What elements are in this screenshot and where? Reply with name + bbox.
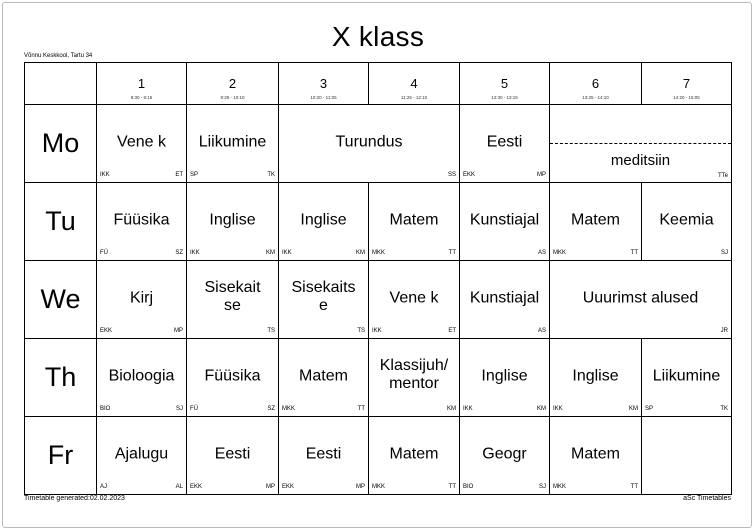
period-time: 14:20 - 15:05 bbox=[673, 95, 700, 100]
lesson-cell[interactable] bbox=[369, 261, 460, 339]
lesson-subject: Inglise bbox=[481, 367, 528, 385]
empty-lesson-cell[interactable] bbox=[642, 417, 732, 495]
lesson-teacher: KM bbox=[266, 250, 275, 256]
period-time: 10:20 - 11:05 bbox=[310, 95, 337, 100]
lesson-teacher: SZ bbox=[267, 406, 275, 412]
day-row-th bbox=[25, 339, 732, 417]
lesson-subject: Inglise bbox=[572, 367, 619, 385]
lesson-room: MKK bbox=[372, 250, 386, 256]
lesson-teacher: TS bbox=[357, 328, 365, 334]
lesson-cell[interactable] bbox=[550, 261, 732, 339]
lesson-teacher: MP bbox=[174, 328, 183, 334]
brand-label: aSc Timetables bbox=[683, 495, 731, 502]
lesson-cell[interactable] bbox=[279, 339, 369, 417]
lesson-room: IKK bbox=[282, 250, 292, 256]
lesson-cell[interactable] bbox=[279, 417, 369, 495]
period-header bbox=[97, 63, 187, 105]
lesson-room: SP bbox=[190, 172, 199, 178]
period-number: 4 bbox=[410, 76, 418, 91]
lesson-cell[interactable] bbox=[187, 183, 279, 261]
header-row bbox=[25, 63, 732, 105]
lesson-teacher: TT bbox=[357, 406, 365, 412]
lesson-teacher: MP bbox=[356, 484, 365, 490]
period-header bbox=[187, 63, 279, 105]
period-header bbox=[279, 63, 369, 105]
lesson-room: SP bbox=[645, 406, 654, 412]
lesson-room: IKK bbox=[463, 406, 473, 412]
lesson-subject: Matem bbox=[571, 445, 620, 463]
lesson-room: BIO bbox=[463, 484, 474, 490]
period-header bbox=[460, 63, 550, 105]
day-label: Tu bbox=[25, 183, 97, 261]
day-row-tu bbox=[25, 183, 732, 261]
lesson-room: MKK bbox=[282, 406, 296, 412]
lesson-subject: Vene k bbox=[389, 289, 439, 307]
lesson-cell[interactable] bbox=[550, 417, 642, 495]
lesson-subject: Sisekaitse bbox=[204, 278, 261, 314]
lesson-cell-split[interactable] bbox=[550, 105, 732, 183]
day-label: We bbox=[25, 261, 97, 339]
lesson-cell[interactable] bbox=[97, 105, 187, 183]
period-time: 12:30 - 13:15 bbox=[491, 95, 518, 100]
period-time: 11:25 - 12:10 bbox=[400, 95, 428, 100]
lesson-teacher: SJ bbox=[720, 250, 728, 256]
day-label: Mo bbox=[25, 105, 97, 183]
lesson-subject: Matem bbox=[389, 211, 439, 229]
period-number: 5 bbox=[500, 76, 509, 91]
lesson-cell[interactable] bbox=[460, 339, 550, 417]
day-row-we bbox=[25, 261, 732, 339]
lesson-room: BIO bbox=[100, 406, 111, 412]
lesson-room: EKK bbox=[190, 484, 203, 490]
period-number: 7 bbox=[682, 76, 691, 91]
lesson-subject: Matem bbox=[571, 211, 620, 229]
lesson-teacher: ET bbox=[175, 172, 183, 178]
lesson-subject: Inglise bbox=[209, 211, 256, 229]
period-time: 8:30 - 9:15 bbox=[130, 95, 153, 100]
lesson-cell[interactable] bbox=[642, 183, 732, 261]
lesson-subject: Vene k bbox=[117, 133, 166, 151]
lesson-subject: Klassijuh/ mentor bbox=[379, 356, 449, 392]
period-time: 13:25 - 14:10 bbox=[582, 95, 609, 100]
period-number: 2 bbox=[228, 76, 237, 91]
lesson-subject: Kunstiajal bbox=[469, 289, 540, 307]
lesson-subject: Eesti bbox=[305, 445, 342, 463]
lesson-teacher: TT bbox=[448, 484, 456, 490]
lesson-subject: Bioloogia bbox=[108, 367, 175, 385]
lesson-room: MKK bbox=[553, 250, 567, 256]
generated-date: Timetable generated:02.02.2023 bbox=[24, 495, 125, 502]
lesson-room: IKK bbox=[190, 250, 200, 256]
lesson-room: EKK bbox=[282, 484, 295, 490]
corner-cell bbox=[25, 63, 97, 105]
lesson-teacher: SZ bbox=[175, 250, 183, 256]
lesson-cell[interactable] bbox=[97, 339, 187, 417]
lesson-subject: Eesti bbox=[214, 445, 251, 463]
lesson-teacher: TS bbox=[267, 328, 275, 334]
lesson-cell[interactable] bbox=[187, 261, 279, 339]
lesson-cell[interactable] bbox=[642, 339, 732, 417]
lesson-cell[interactable] bbox=[97, 261, 187, 339]
group-lesson bbox=[550, 144, 731, 182]
timetable bbox=[24, 62, 732, 495]
period-number: 3 bbox=[319, 76, 328, 91]
lesson-room: FÜ bbox=[190, 406, 198, 412]
lesson-subject: Uuurimst alused bbox=[582, 289, 699, 307]
period-header bbox=[642, 63, 732, 105]
lesson-teacher: TTe bbox=[717, 173, 728, 179]
lesson-room: AJ bbox=[100, 484, 108, 490]
lesson-cell[interactable] bbox=[279, 261, 369, 339]
lesson-teacher: TT bbox=[630, 250, 638, 256]
lesson-teacher: SJ bbox=[175, 406, 183, 412]
lesson-subject: Matem bbox=[299, 367, 348, 385]
lesson-cell[interactable] bbox=[550, 339, 642, 417]
lesson-teacher: KM bbox=[356, 250, 365, 256]
lesson-subject: Liikumine bbox=[652, 367, 721, 385]
period-number: 6 bbox=[591, 76, 600, 91]
lesson-cell[interactable] bbox=[279, 105, 460, 183]
lesson-cell[interactable] bbox=[369, 183, 460, 261]
lesson-teacher: SJ bbox=[538, 484, 546, 490]
lesson-subject: Matem bbox=[389, 445, 439, 463]
lesson-subject: Eesti bbox=[486, 133, 523, 151]
lesson-room: IKK bbox=[100, 172, 110, 178]
lesson-cell[interactable] bbox=[187, 417, 279, 495]
lesson-teacher: KM bbox=[537, 406, 546, 412]
period-time: 9:25 - 10:10 bbox=[220, 95, 245, 100]
lesson-room: EKK bbox=[463, 172, 476, 178]
lesson-cell[interactable] bbox=[369, 417, 460, 495]
lesson-subject: Füüsika bbox=[204, 367, 261, 385]
lesson-subject: Kirj bbox=[129, 289, 154, 307]
lesson-teacher: AS bbox=[537, 250, 546, 256]
lesson-subject: Geogr bbox=[482, 445, 527, 463]
lesson-subject: Keemia bbox=[659, 211, 714, 229]
lesson-teacher: AL bbox=[175, 484, 183, 490]
lesson-teacher: MP bbox=[266, 484, 275, 490]
lesson-cell[interactable] bbox=[97, 183, 187, 261]
lesson-subject: Füüsika bbox=[113, 211, 170, 229]
lesson-room: IKK bbox=[553, 406, 563, 412]
lesson-teacher: JR bbox=[720, 328, 728, 334]
lesson-teacher: KM bbox=[629, 406, 638, 412]
lesson-cell[interactable] bbox=[369, 339, 460, 417]
empty-group-slot bbox=[550, 105, 731, 144]
lesson-cell[interactable] bbox=[279, 183, 369, 261]
timetable-grid bbox=[24, 62, 732, 495]
lesson-cell[interactable] bbox=[460, 417, 550, 495]
lesson-cell[interactable] bbox=[97, 417, 187, 495]
lesson-subject: Turundus bbox=[335, 133, 403, 151]
lesson-teacher: TK bbox=[720, 406, 728, 412]
lesson-teacher: KM bbox=[447, 406, 456, 412]
lesson-teacher: SS bbox=[447, 172, 456, 178]
page-title: X klass bbox=[331, 21, 425, 52]
lesson-cell[interactable] bbox=[460, 105, 550, 183]
day-row-mo bbox=[25, 105, 732, 183]
lesson-room: FÜ bbox=[100, 250, 108, 256]
lesson-room: IKK bbox=[372, 328, 382, 334]
lesson-room: MKK bbox=[372, 484, 386, 490]
day-label: Fr bbox=[25, 417, 97, 495]
lesson-cell[interactable] bbox=[187, 105, 279, 183]
lesson-subject: Kunstiajal bbox=[469, 211, 540, 229]
lesson-teacher: ET bbox=[448, 328, 456, 334]
lesson-cell[interactable] bbox=[460, 183, 550, 261]
lesson-teacher: MP bbox=[537, 172, 546, 178]
lesson-teacher: AS bbox=[537, 328, 546, 334]
day-label: Th bbox=[25, 339, 97, 417]
lesson-teacher: TK bbox=[267, 172, 275, 178]
lesson-room: EKK bbox=[100, 328, 113, 334]
period-header bbox=[369, 63, 460, 105]
lesson-cell[interactable] bbox=[187, 339, 279, 417]
lesson-room: MKK bbox=[553, 484, 567, 490]
lesson-teacher: TT bbox=[448, 250, 456, 256]
lesson-subject: meditsiin bbox=[610, 152, 671, 170]
lesson-subject: Inglise bbox=[300, 211, 347, 229]
period-header bbox=[550, 63, 642, 105]
lesson-cell[interactable] bbox=[460, 261, 550, 339]
lesson-teacher: TT bbox=[630, 484, 638, 490]
lesson-subject: Liikumine bbox=[198, 133, 267, 151]
school-name: Võnnu Keskkool, Tartu 34 bbox=[24, 53, 93, 59]
period-number: 1 bbox=[137, 76, 146, 91]
lesson-subject: Ajalugu bbox=[114, 445, 169, 463]
lesson-subject: Sisekaitse bbox=[291, 278, 356, 314]
day-row-fr bbox=[25, 417, 732, 495]
lesson-cell[interactable] bbox=[550, 183, 642, 261]
